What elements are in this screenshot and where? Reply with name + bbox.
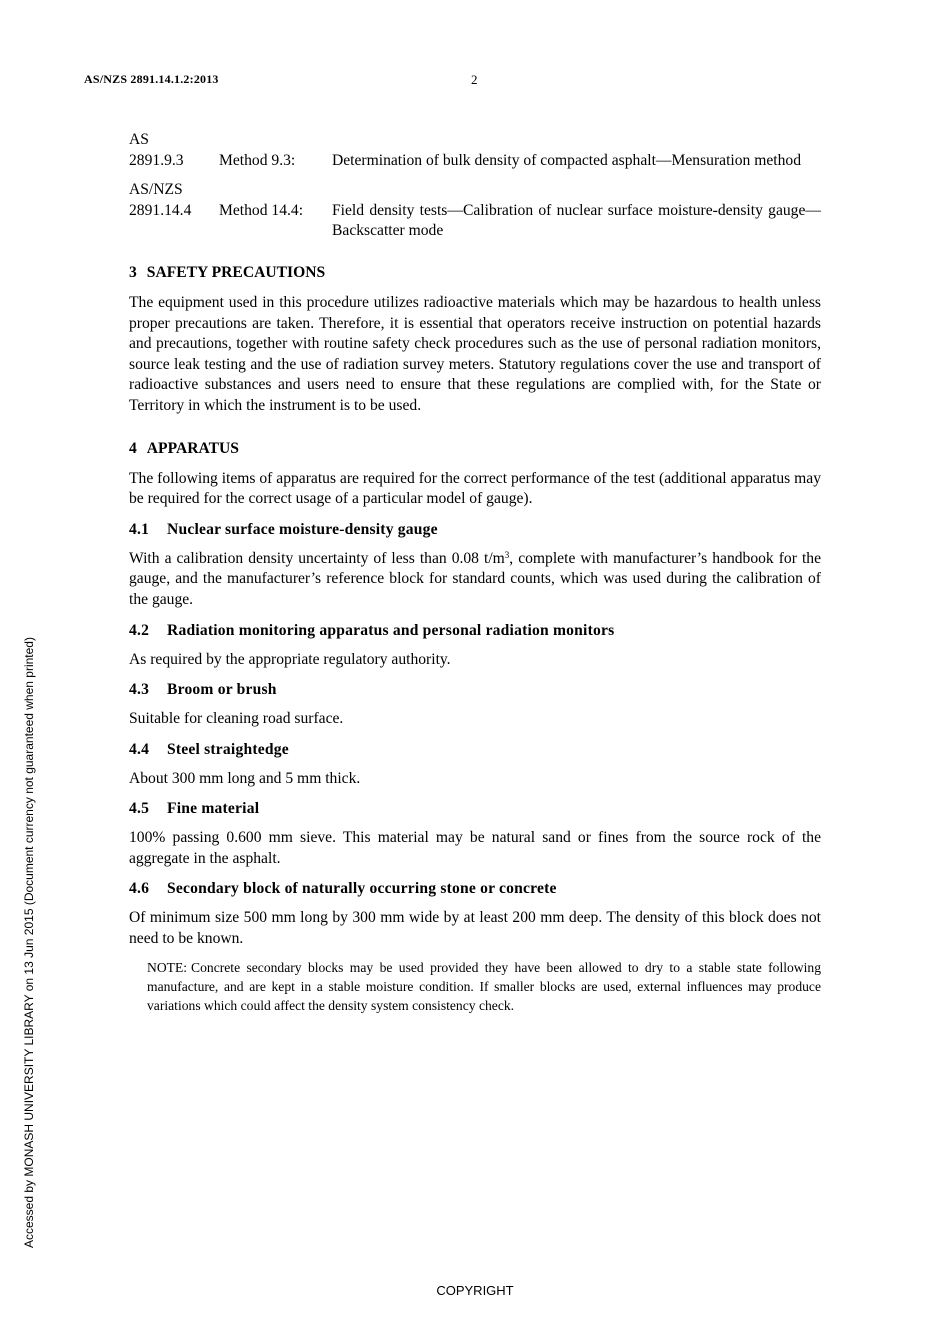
reference-number: 2891.14.4 [129, 201, 192, 219]
reference-title: Field density tests—Calibration of nuclear surface moisture-density gauge—Backscatter mode [332, 201, 821, 240]
section-paragraph: The following items of apparatus are required for the correct performance of the test (additional apparatus may be required for the correct usage of a particular model of gauge). [129, 469, 821, 508]
document-body [129, 130, 821, 1015]
reference-entry [129, 180, 821, 242]
section-heading [129, 439, 821, 459]
subsection-paragraph: Of minimum size 500 mm long by 300 mm wide by at least 200 mm deep. The density of this block does not need to be known. [129, 909, 821, 948]
subsection-paragraph: About 300 mm long and 5 mm thick. [129, 769, 361, 787]
access-notice: Accessed by MONASH UNIVERSITY LIBRARY on 13 Jun 2015 (Document currency not guaranteed when printed) [22, 637, 36, 1248]
subsection-title: Nuclear surface moisture-density gauge [167, 520, 438, 538]
subsection-number: 4.2 [129, 621, 150, 639]
subsection-heading [129, 680, 821, 700]
note-label: NOTE: [147, 959, 188, 975]
subsection-number: 4.5 [129, 800, 150, 818]
subsection-paragraph: Suitable for cleaning road surface. [129, 710, 344, 728]
section-heading [129, 263, 821, 283]
superscript: 3 [504, 549, 510, 560]
section-number: 3 [129, 263, 137, 281]
note-text: Concrete secondary blocks may be used provided they have been allowed to dry to a stable state following manufacture, and are kept in a stable moisture condition. If smaller blocks are used, external influences may produce variations which could affect the density system consistency check. [147, 959, 821, 1013]
subsection-heading [129, 621, 821, 641]
document-id: AS/NZS 2891.14.1.2:2013 [84, 72, 219, 86]
subsection-paragraph: As required by the appropriate regulatory authority. [129, 650, 451, 668]
subsection-title: Radiation monitoring apparatus and personal radiation monitors [167, 621, 615, 639]
subsection-number: 4.6 [129, 880, 150, 898]
subsection-title: Fine material [167, 800, 260, 818]
section-title: SAFETY PRECAUTIONS [146, 263, 326, 281]
subsection-paragraph [129, 549, 821, 611]
subsection-number: 4.3 [129, 681, 150, 699]
subsection-number: 4.4 [129, 740, 150, 758]
subsection-heading [129, 879, 821, 899]
note [147, 958, 821, 1015]
reference-method: Method 14.4: [219, 201, 304, 219]
reference-standard: AS/NZS [129, 181, 183, 199]
reference-number: 2891.9.3 [129, 151, 184, 169]
subsection-paragraph: 100% passing 0.600 mm sieve. This material may be natural sand or fines from the source rock of the aggregate in the asphalt. [129, 829, 821, 867]
reference-method: Method 9.3: [219, 151, 296, 169]
subsection-title: Steel straightedge [167, 740, 289, 758]
paragraph-text: With a calibration density uncertainty of less than 0.08 t/m [129, 549, 505, 567]
subsection-title: Secondary block of naturally occurring stone or concrete [167, 880, 557, 898]
reference-entry [129, 130, 821, 171]
subsection-heading [129, 520, 821, 540]
section-paragraph: The equipment used in this procedure utilizes radioactive materials which may be hazardous to health unless proper precautions are taken. Therefore, it is essential that operators receive instruction on potential hazards and precautions, together with routine safety check procedures such as the use of personal radiation monitors, source leak testing and the use of radiation survey meters. Statutory regulations cover the use and transport of radioactive substances and users need to ensure that these regulations are complied with, for the State or Territory in which the instrument is to be used. [129, 293, 821, 414]
reference-title: Determination of bulk density of compacted asphalt—Mensuration method [332, 151, 802, 169]
page-number: 2 [471, 72, 478, 87]
paragraph-text: , complete with manufacturer’s handbook for the gauge, and the manufacturer’s reference block for standard counts, which was used during the calibration of the gauge. [129, 549, 821, 608]
section-number: 4 [129, 439, 137, 457]
reference-standard: AS [129, 131, 149, 148]
subsection-number: 4.1 [129, 520, 150, 538]
section-title: APPARATUS [146, 439, 239, 457]
subsection-title: Broom or brush [167, 681, 277, 699]
copyright-footer: COPYRIGHT [436, 1283, 514, 1298]
subsection-heading [129, 799, 821, 819]
subsection-heading [129, 740, 821, 760]
